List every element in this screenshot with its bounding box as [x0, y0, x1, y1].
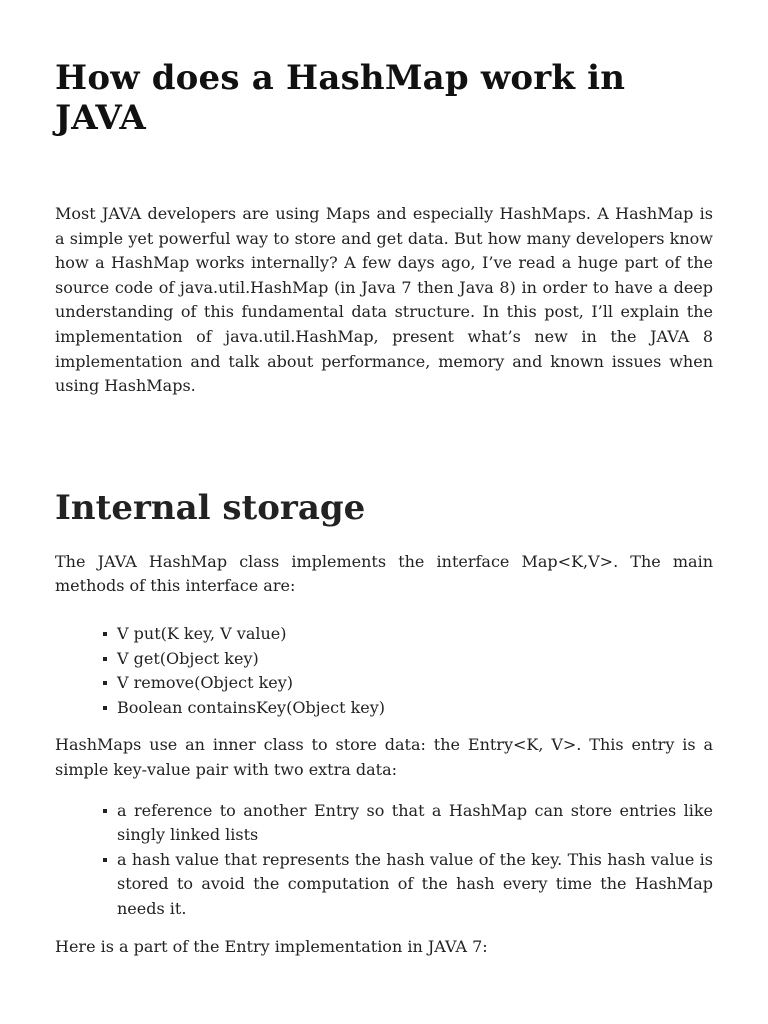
method-text: V get(Object key): [117, 648, 259, 668]
article-title: How does a HashMap work in JAVA: [55, 58, 626, 138]
section-heading-internal-storage: Internal storage: [55, 487, 366, 528]
list-item: [117, 696, 713, 721]
list-item: [117, 799, 713, 848]
list-item: [117, 622, 713, 647]
square-bullet-icon: [103, 706, 107, 710]
list-item: [117, 647, 713, 672]
square-bullet-icon: [103, 681, 107, 685]
list-item: [117, 671, 713, 696]
square-bullet-icon: [103, 632, 107, 636]
entry-paragraph: HashMaps use an inner class to store data: the Entry<K, V>. This entry is a simple key-value pair with two extra data:: [55, 735, 713, 779]
method-text: Boolean containsKey(Object key): [117, 697, 386, 717]
method-text: V remove(Object key): [117, 673, 294, 693]
square-bullet-icon: [103, 657, 107, 661]
square-bullet-icon: [103, 858, 107, 862]
methods-list: [55, 622, 713, 720]
intro-paragraph: Most JAVA developers are using Maps and especially HashMaps. A HashMap is a simple yet powerful way to store and get data. But how many developers know how a HashMap works internally? A few days ago, I’ve read a huge part of the source code of java.util.HashMap (in Java 7 then Java 8) in order to have a deep understanding of this fundamental data structure. In this post, I’ll explain the implementation of java.util.HashMap, present what’s new in the JAVA 8 implementation and talk about performance, memory and known issues when using HashMaps.: [55, 204, 713, 396]
square-bullet-icon: [103, 809, 107, 813]
extras-list: [55, 799, 713, 922]
entry-impl-paragraph: Here is a part of the Entry implementation in JAVA 7:: [55, 937, 488, 957]
method-text: V put(K key, V value): [117, 623, 287, 643]
interface-paragraph: The JAVA HashMap class implements the interface Map<K,V>. The main methods of this interface are:: [55, 551, 713, 596]
extra-text: a hash value that represents the hash value of the key. This hash value is stored to avoid the computation of the hash every time the HashMap needs it.: [117, 849, 713, 918]
list-item: [117, 848, 713, 922]
extra-text: a reference to another Entry so that a HashMap can store entries like singly linked lists: [117, 800, 713, 845]
